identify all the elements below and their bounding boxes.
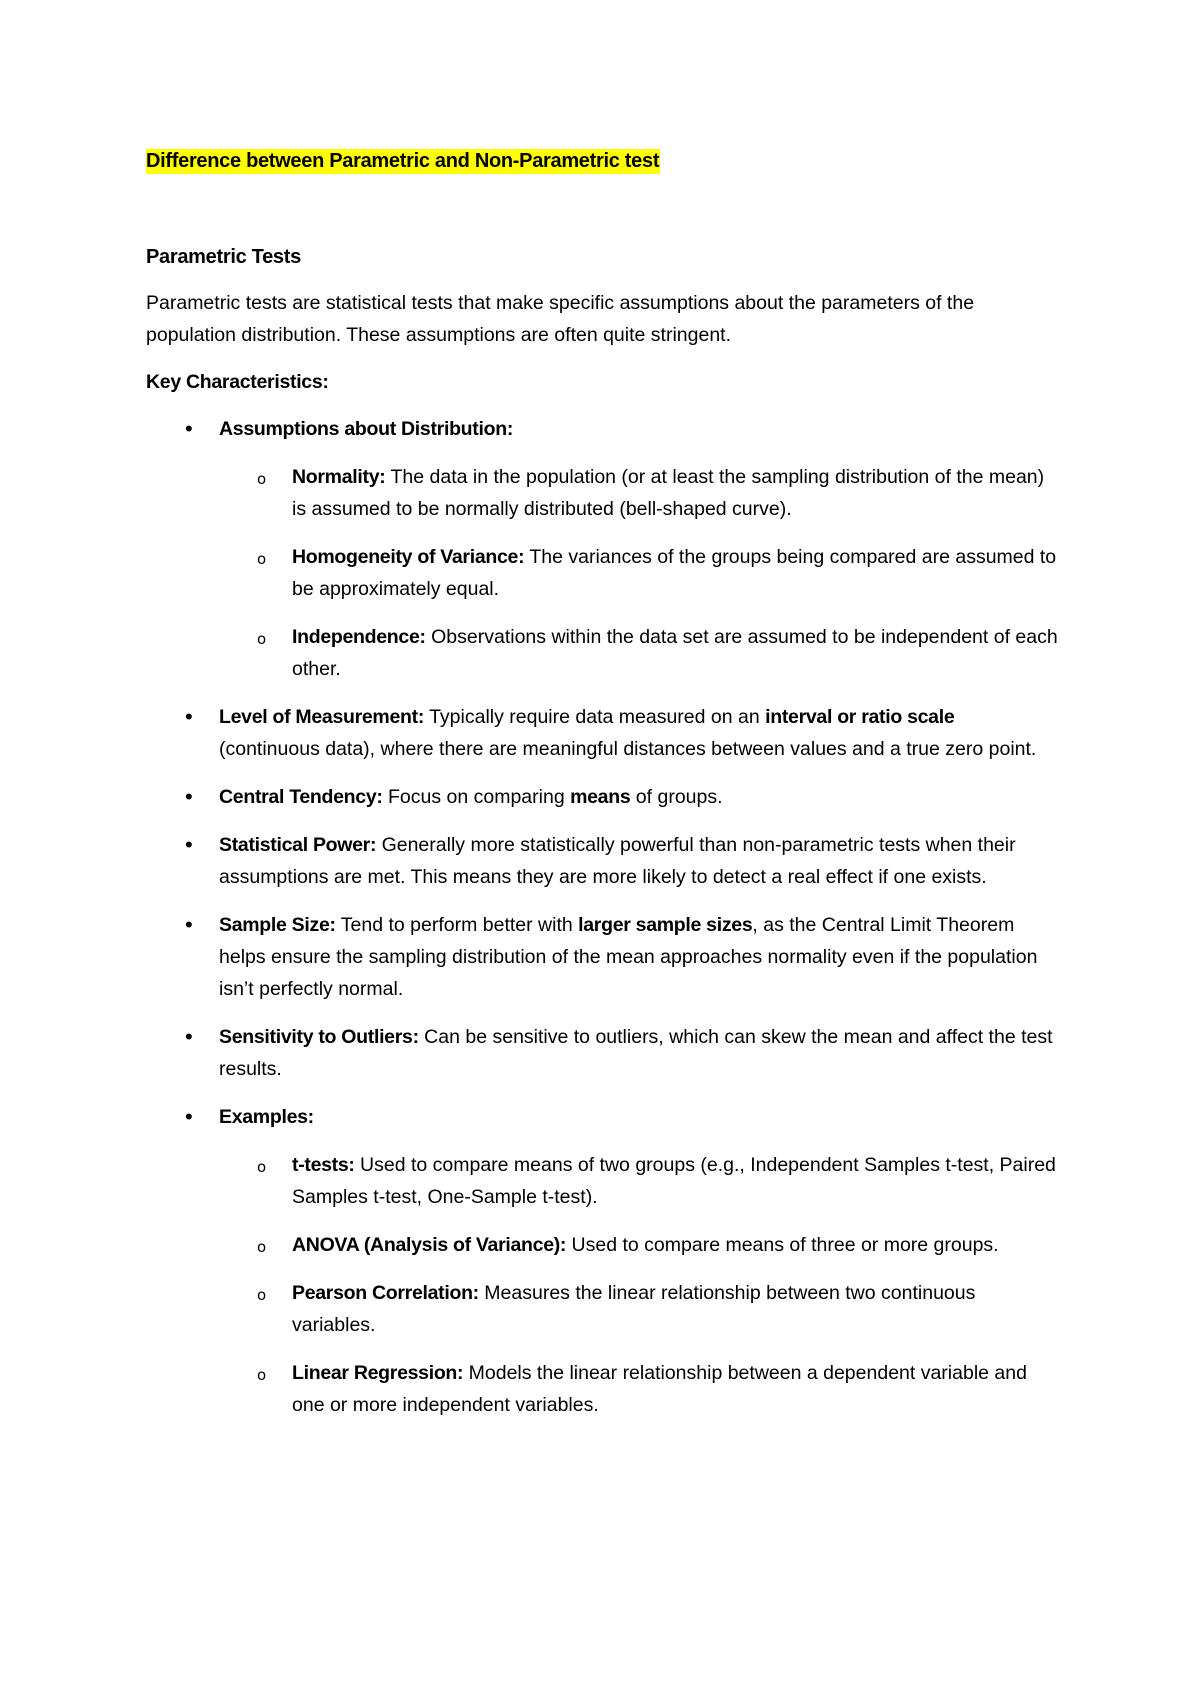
sub-item-pearson-correlation (219, 1277, 1062, 1341)
bullet-label: Statistical Power: (219, 834, 377, 856)
bullet-statistical-power (146, 829, 1054, 893)
sub-item-label: Homogeneity of Variance: (292, 546, 525, 568)
bullet-label: Sample Size: (219, 914, 336, 936)
sub-item-label: Pearson Correlation: (292, 1282, 479, 1304)
sub-item-text: The variances of the groups being compared are assumed to be approximately equal. (292, 546, 1057, 600)
section-heading: Parametric Tests (146, 246, 301, 268)
sub-item-t-tests (219, 1149, 1062, 1213)
bullet-examples (146, 1101, 1054, 1421)
sub-marker: o (257, 1366, 267, 1384)
bullet-sensitivity-outliers (146, 1021, 1054, 1085)
sub-item-normality (219, 461, 1062, 525)
bullet-text: Typically require data measured on an (424, 706, 766, 728)
key-characteristics-heading: Key Characteristics: (146, 371, 329, 393)
bullet-marker: • (185, 704, 193, 729)
document-title (146, 146, 1066, 176)
sub-item-homogeneity (219, 541, 1062, 605)
sub-marker: o (257, 1238, 267, 1256)
bullet-emphasis: means (570, 786, 631, 808)
bullet-label: Central Tendency: (219, 786, 383, 808)
bullet-marker: • (185, 416, 193, 441)
sub-item-label: Normality: (292, 466, 386, 488)
bullet-marker: • (185, 912, 193, 937)
sub-item-label: Independence: (292, 626, 426, 648)
bullet-marker: • (185, 1104, 193, 1129)
bullet-text: Can be sensitive to outliers, which can skew the mean and affect the test results. (219, 1026, 1053, 1080)
bullet-text: Focus on comparing (382, 786, 571, 808)
bullet-assumptions-distribution (146, 413, 1058, 685)
bullet-text-continued: (continuous data), where there are meaningful distances between values and a true zero point. (219, 738, 1037, 760)
sub-item-label: Linear Regression: (292, 1362, 464, 1384)
sub-marker: o (257, 470, 267, 488)
bullet-label: Level of Measurement: (219, 706, 425, 728)
sub-item-label: ANOVA (Analysis of Variance): (292, 1234, 567, 1256)
bullet-text: Generally more statistically powerful than non-parametric tests when their assumptions are met. This means they are more likely to detect a real effect if one exists. (219, 834, 1016, 888)
sub-item-text: Models the linear relationship between a dependent variable and one or more independent variables. (292, 1362, 1027, 1416)
bullet-label: Sensitivity to Outliers: (219, 1026, 419, 1048)
sub-marker: o (257, 1286, 267, 1304)
assumptions-sublist (219, 461, 1058, 685)
bullet-emphasis: larger sample sizes (578, 914, 753, 936)
sub-item-linear-regression (219, 1357, 1062, 1421)
bullet-emphasis: interval or ratio scale (765, 706, 955, 728)
bullet-label: Assumptions about Distribution: (219, 418, 514, 440)
bullet-marker: • (185, 784, 193, 809)
title-highlight: Difference between Parametric and Non-Parametric test (146, 150, 660, 172)
sub-item-label: t-tests: (292, 1154, 355, 1176)
bullet-text-continued: of groups. (630, 786, 723, 808)
document-body (146, 146, 1066, 1437)
sub-item-text: Used to compare means of two groups (e.g., Independent Samples t-test, Paired Samples t-test, One-Sample t-test). (292, 1154, 1056, 1208)
sub-item-anova (219, 1229, 1062, 1261)
intro-paragraph: Parametric tests are statistical tests that make specific assumptions about the parameters of the population distribution. These assumptions are often quite stringent. (146, 292, 975, 346)
bullet-text: Tend to perform better with (335, 914, 579, 936)
bullet-label: Examples: (219, 1106, 314, 1128)
bullet-central-tendency (146, 781, 1054, 813)
sub-item-independence (219, 621, 1062, 685)
sub-item-text: The data in the population (or at least the sampling distribution of the mean) is assumed to be normally distributed (bell-shaped curve). (292, 466, 1045, 520)
bullet-marker: • (185, 832, 193, 857)
sub-item-text: Measures the linear relationship between two continuous variables. (292, 1282, 976, 1336)
bullet-sample-size (146, 909, 1054, 1005)
sub-item-text: Observations within the data set are assumed to be independent of each other. (292, 626, 1058, 680)
bullet-marker: • (185, 1024, 193, 1049)
sub-item-text: Used to compare means of three or more groups. (566, 1234, 999, 1256)
sub-marker: o (257, 550, 267, 568)
characteristics-list (146, 413, 1066, 1421)
bullet-text-continued: , as the Central Limit Theorem helps ensure the sampling distribution of the mean approaches normality even if the population isn’t perfectly normal. (219, 914, 1038, 1000)
bullet-level-of-measurement (146, 701, 1054, 765)
sub-marker: o (257, 630, 267, 648)
examples-sublist (219, 1149, 1054, 1421)
sub-marker: o (257, 1158, 267, 1176)
